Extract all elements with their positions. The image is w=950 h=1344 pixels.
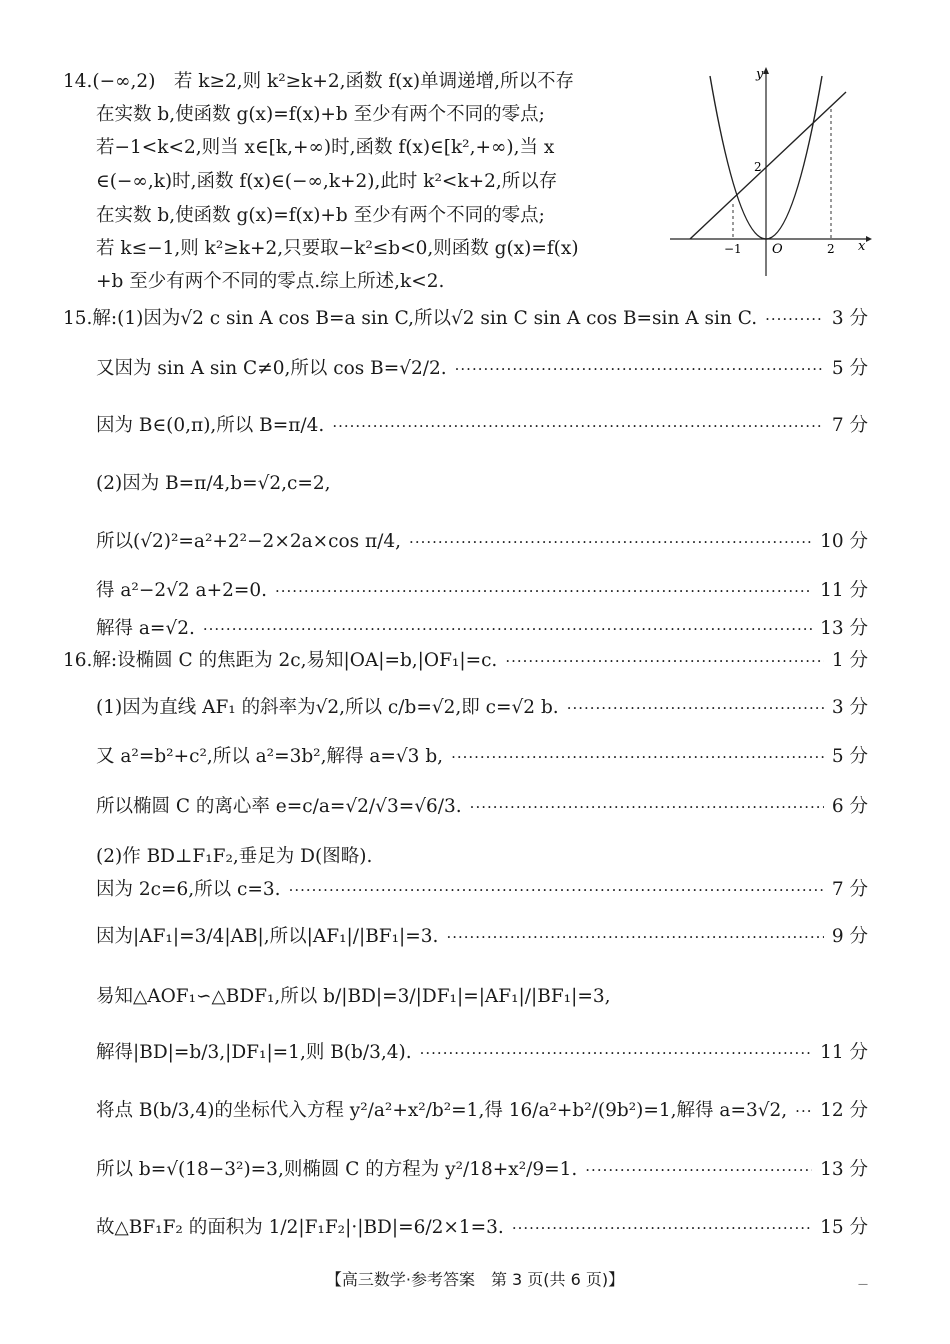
q16-row xyxy=(96,795,868,819)
line-y-equals-x-plus-2 xyxy=(690,92,846,239)
leader-dots xyxy=(420,1041,812,1065)
score-label: 5 分 xyxy=(831,358,868,379)
q15-row xyxy=(96,414,868,438)
score-label: 7 分 xyxy=(831,879,868,900)
leader-dots xyxy=(512,1216,812,1240)
leader-dots xyxy=(446,925,823,949)
score-label: 9 分 xyxy=(831,926,868,947)
q14-line-2: 在实数 b,使函数 g(x)=f(x)+b 至少有两个不同的零点; xyxy=(96,104,545,125)
score-label: 10 分 xyxy=(820,531,868,552)
q16-row-text: 所以 b=√(18−3²)=3,则椭圆 C 的方程为 y²/18+x²/9=1. xyxy=(96,1159,578,1180)
corner-mark: — xyxy=(858,1279,868,1290)
q15-row-text: 所以(√2)²=a²+2²−2×2a×cos π/4, xyxy=(96,531,402,552)
leader-dots xyxy=(275,579,812,603)
q16-row xyxy=(96,745,868,769)
q16-row-text: (1)因为直线 AF₁ 的斜率为√2,所以 c/b=√2,即 c=√2 b. xyxy=(96,697,559,718)
score-label: 7 分 xyxy=(831,415,868,436)
q16-row xyxy=(96,1041,868,1065)
q16-row-text: 所以椭圆 C 的离心率 e=c/a=√2/√3=√6/3. xyxy=(96,796,462,817)
q14-line-6: 若 k≤−1,则 k²≥k+2,只要取−k²≤b<0,则函数 g(x)=f(x) xyxy=(96,238,579,259)
q15-row-text: 解得 a=√2. xyxy=(96,618,195,639)
leader-dots xyxy=(567,696,824,720)
score-label: 1 分 xyxy=(831,650,868,671)
q16-row xyxy=(96,878,868,902)
q16-row xyxy=(96,1216,868,1240)
leader-dots xyxy=(765,307,824,331)
x-axis-label: x xyxy=(858,239,866,254)
q16-row xyxy=(96,1158,868,1182)
q15-row-text: 又因为 sin A sin C≠0,所以 cos B=√2/2. xyxy=(96,358,447,379)
tick-label-neg1: −1 xyxy=(724,242,742,256)
q16-row xyxy=(63,649,868,673)
q14-line-3: 若−1<k<2,则当 x∈[k,+∞)时,函数 f(x)∈[k²,+∞),当 x xyxy=(96,137,555,158)
score-label: 11 分 xyxy=(820,580,868,601)
score-label: 3 分 xyxy=(831,697,868,718)
origin-label: O xyxy=(772,242,783,257)
q14-function-graph xyxy=(668,64,874,280)
q16-row-text: 又 a²=b²+c²,所以 a²=3b²,解得 a=√3 b, xyxy=(96,746,444,767)
q16-row-text: 将点 B(b/3,4)的坐标代入方程 y²/a²+x²/b²=1,得 16/a²+b²/(9b²)=1,解得 a=3√2, xyxy=(96,1100,788,1121)
leader-dots xyxy=(455,357,824,381)
tick-label-y-2: 2 xyxy=(754,160,762,174)
q14-line-1: 14.(−∞,2) 若 k≥2,则 k²≥k+2,函数 f(x)单调递增,所以不存 xyxy=(63,71,575,92)
leader-dots xyxy=(470,795,824,819)
leader-dots xyxy=(409,530,812,554)
q15-row-text: 因为 B∈(0,π),所以 B=π/4. xyxy=(96,415,325,436)
q15-row xyxy=(63,307,868,331)
x-axis-arrow xyxy=(866,236,872,242)
q15-row-text: (2)因为 B=π/4,b=√2,c=2, xyxy=(96,473,331,494)
q16-row-text: 因为|AF₁|=3/4|AB|,所以|AF₁|/|BF₁|=3. xyxy=(96,926,439,947)
q16-row xyxy=(96,845,868,869)
page-footer: 【高三数学·参考答案 第 3 页(共 6 页)】 xyxy=(325,1270,625,1289)
q15-row xyxy=(96,472,868,496)
q16-row-text: 解得|BD|=b/3,|DF₁|=1,则 B(b/3,4). xyxy=(96,1042,412,1063)
leader-dots xyxy=(289,878,824,902)
q16-row xyxy=(96,985,868,1009)
leader-dots xyxy=(505,649,824,673)
q16-row-text: 易知△AOF₁∽△BDF₁,所以 b/|BD|=3/|DF₁|=|AF₁|/|BF₁|=3, xyxy=(96,986,611,1007)
q14-line-7: +b 至少有两个不同的零点.综上所述,k<2. xyxy=(96,271,445,292)
q16-row xyxy=(96,925,868,949)
q16-row-text: 故△BF₁F₂ 的面积为 1/2|F₁F₂|·|BD|=6/2×1=3. xyxy=(96,1217,504,1238)
q16-row-text: 因为 2c=6,所以 c=3. xyxy=(96,879,281,900)
tick-label-x-2: 2 xyxy=(827,242,835,256)
score-label: 3 分 xyxy=(831,308,868,329)
leader-dots xyxy=(332,414,824,438)
q14-line-5: 在实数 b,使函数 g(x)=f(x)+b 至少有两个不同的零点; xyxy=(96,205,545,226)
score-label: 11 分 xyxy=(820,1042,868,1063)
score-label: 15 分 xyxy=(820,1217,868,1238)
leader-dots xyxy=(795,1099,812,1123)
leader-dots xyxy=(585,1158,812,1182)
q16-row-text: (2)作 BD⊥F₁F₂,垂足为 D(图略). xyxy=(96,846,373,867)
q14-line-4: ∈(−∞,k)时,函数 f(x)∈(−∞,k+2),此时 k²<k+2,所以存 xyxy=(96,171,558,192)
q16-row-text: 16.解:设椭圆 C 的焦距为 2c,易知|OA|=b,|OF₁|=c. xyxy=(63,650,498,671)
score-label: 13 分 xyxy=(820,618,868,639)
leader-dots xyxy=(203,617,812,641)
q15-row xyxy=(96,617,868,641)
q16-row xyxy=(96,696,868,720)
q15-row xyxy=(96,530,868,554)
score-label: 12 分 xyxy=(820,1100,868,1121)
y-axis-arrow xyxy=(763,67,769,74)
q15-row xyxy=(96,579,868,603)
leader-dots xyxy=(451,745,824,769)
q16-row xyxy=(96,1099,868,1123)
score-label: 5 分 xyxy=(831,746,868,767)
q15-row-text: 得 a²−2√2 a+2=0. xyxy=(96,580,267,601)
q15-row xyxy=(96,357,868,381)
y-axis-label: y xyxy=(756,67,764,82)
score-label: 6 分 xyxy=(831,796,868,817)
q15-row-text: 15.解:(1)因为√2 c sin A cos B=a sin C,所以√2 sin C sin A cos B=sin A sin C. xyxy=(63,308,758,329)
score-label: 13 分 xyxy=(820,1159,868,1180)
